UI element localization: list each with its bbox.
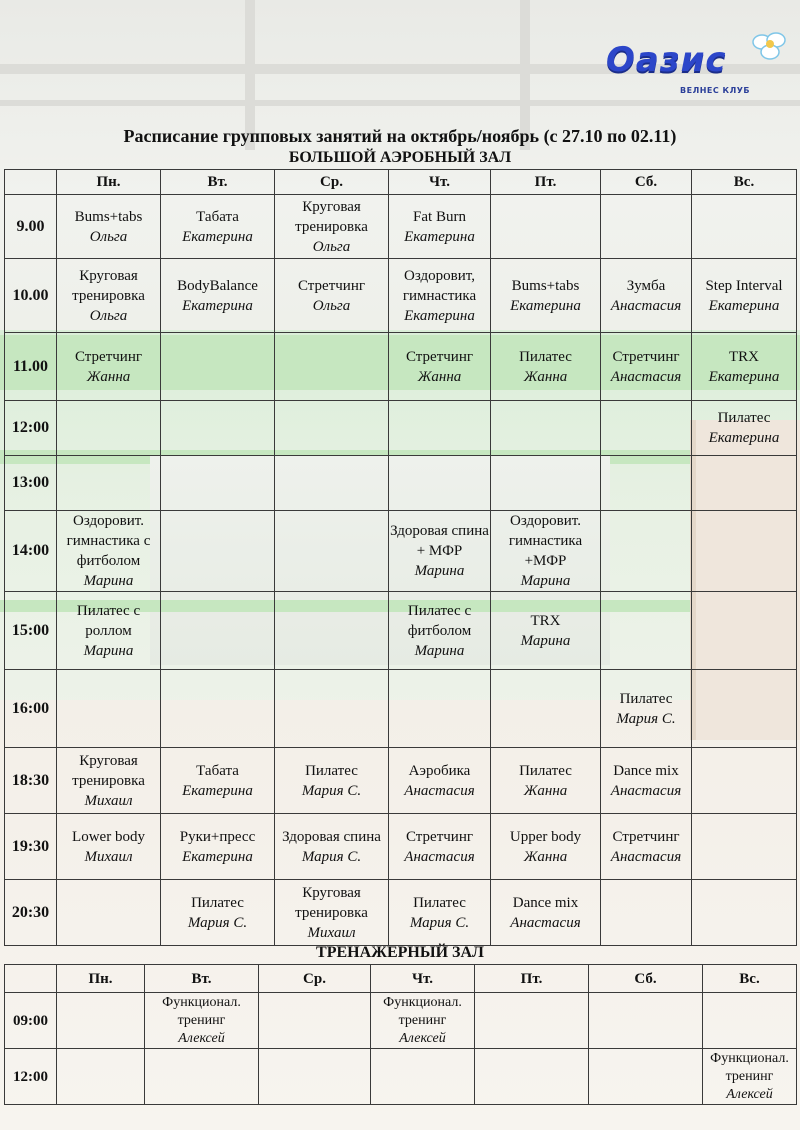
class-cell <box>601 333 692 401</box>
class-name: Зумба <box>626 277 666 294</box>
class-cell <box>601 592 692 670</box>
class-cell <box>601 456 692 511</box>
day-header: Чт. <box>371 965 475 993</box>
time-cell: 13:00 <box>5 456 57 511</box>
trainer-name: Мария С. <box>616 710 676 727</box>
class-cell <box>161 592 275 670</box>
schedule-title: Расписание групповых занятий на октябрь/ноябрь (с 27.10 по 02.11) <box>123 126 677 146</box>
class-cell <box>491 670 601 748</box>
class-cell <box>491 814 601 880</box>
class-name: Круговая тренировка <box>72 752 145 789</box>
time-cell: 9.00 <box>5 195 57 259</box>
class-cell <box>161 748 275 814</box>
trainer-name: Анастасия <box>510 914 581 931</box>
class-name: Пилатес <box>519 348 572 365</box>
class-cell <box>692 670 797 748</box>
day-header: Вс. <box>703 965 797 993</box>
class-cell <box>601 259 692 333</box>
class-cell <box>601 748 692 814</box>
schedule-row <box>5 333 797 401</box>
class-cell <box>491 880 601 946</box>
class-name: Пилатес <box>191 894 244 911</box>
class-name: Круговая тренировка <box>295 198 368 235</box>
class-cell <box>57 333 161 401</box>
class-cell <box>259 993 371 1049</box>
aerobic-header-row <box>5 170 797 195</box>
class-cell <box>692 333 797 401</box>
trainer-name: Марина <box>520 573 571 589</box>
schedule-row <box>5 401 797 456</box>
class-cell <box>692 401 797 456</box>
time-cell: 11.00 <box>5 333 57 401</box>
trainer-name: Мария С. <box>187 914 248 931</box>
day-header: Ср. <box>275 170 389 195</box>
trainer-name: Марина <box>520 632 571 649</box>
class-cell <box>389 670 491 748</box>
trainer-name: Мария С. <box>301 848 362 865</box>
trainer-name: Екатерина <box>182 782 253 799</box>
trainer-name: Ольга <box>89 228 128 245</box>
class-cell <box>161 456 275 511</box>
class-cell <box>275 670 389 748</box>
class-name: Табата <box>196 208 239 225</box>
class-name: Пилатес <box>519 762 572 779</box>
class-cell <box>57 592 161 670</box>
day-header: Пт. <box>491 170 601 195</box>
class-cell <box>57 880 161 946</box>
class-cell <box>703 1049 797 1105</box>
club-logo <box>600 28 790 104</box>
class-name: Dance mix <box>512 894 579 911</box>
class-name: Bums+tabs <box>511 277 580 294</box>
trainer-name: Екатерина <box>708 297 780 314</box>
class-cell <box>145 1049 259 1105</box>
class-cell <box>491 259 601 333</box>
schedule-row <box>5 456 797 511</box>
corner-cell <box>5 170 57 195</box>
class-cell <box>57 993 145 1049</box>
class-name: Стретчинг <box>405 828 473 845</box>
class-cell <box>161 401 275 456</box>
day-header: Чт. <box>389 170 491 195</box>
class-name: Табата <box>196 762 239 779</box>
class-cell <box>601 814 692 880</box>
class-name: TRX <box>729 348 759 365</box>
trainer-name: Екатерина <box>404 228 475 245</box>
trainer-name: Жанна <box>523 368 568 385</box>
class-name: Руки+пресс <box>179 828 256 845</box>
class-cell <box>57 748 161 814</box>
class-cell <box>589 993 703 1049</box>
gym-header-row <box>5 965 797 993</box>
class-name: Аэробика <box>408 762 471 779</box>
time-cell: 18:30 <box>5 748 57 814</box>
trainer-name: Алексей <box>399 1030 446 1046</box>
class-cell <box>703 993 797 1049</box>
class-cell <box>491 456 601 511</box>
class-cell <box>601 401 692 456</box>
class-cell <box>371 1049 475 1105</box>
class-name: Круговая тренировка <box>72 267 145 304</box>
class-name: Круговая тренировка <box>295 884 368 921</box>
trainer-name: Анастасия <box>610 368 682 385</box>
class-name: Функционал. тренинг <box>162 994 241 1028</box>
day-header: Пт. <box>475 965 589 993</box>
time-cell: 12:00 <box>5 401 57 456</box>
class-name: Dance mix <box>613 762 679 779</box>
class-cell <box>145 993 259 1049</box>
class-cell <box>161 259 275 333</box>
day-header: Вс. <box>692 170 797 195</box>
class-name: Стретчинг <box>612 828 680 845</box>
class-cell <box>475 1049 589 1105</box>
class-cell <box>275 333 389 401</box>
class-cell <box>491 401 601 456</box>
class-cell <box>57 511 161 592</box>
class-cell <box>275 456 389 511</box>
schedule-row <box>5 993 797 1049</box>
class-cell <box>57 456 161 511</box>
time-cell: 12:00 <box>5 1049 57 1105</box>
trainer-name: Жанна <box>523 848 568 865</box>
class-cell <box>389 748 491 814</box>
trainer-name: Жанна <box>86 368 131 385</box>
trainer-name: Ольга <box>312 297 351 314</box>
time-cell: 09:00 <box>5 993 57 1049</box>
trainer-name: Жанна <box>417 368 462 385</box>
trainer-name: Екатерина <box>708 430 780 446</box>
class-cell <box>389 259 491 333</box>
schedule-row <box>5 592 797 670</box>
time-cell: 10.00 <box>5 259 57 333</box>
class-cell <box>692 456 797 511</box>
trainer-name: Анастасия <box>610 782 682 799</box>
class-cell <box>389 814 491 880</box>
trainer-name: Анастасия <box>610 848 682 865</box>
class-cell <box>275 814 389 880</box>
aerobic-schedule-table <box>4 169 797 946</box>
class-name: Здоровая спина + МФР <box>390 523 489 559</box>
class-name: Bums+tabs <box>74 208 143 225</box>
time-cell: 20:30 <box>5 880 57 946</box>
trainer-name: Екатерина <box>182 297 253 314</box>
class-cell <box>259 1049 371 1105</box>
class-name: Пилатес с фитболом <box>407 602 472 639</box>
class-cell <box>275 592 389 670</box>
class-cell <box>692 195 797 259</box>
class-name: Step Interval <box>705 277 783 294</box>
class-name: Пилатес <box>619 690 673 707</box>
day-header: Ср. <box>259 965 371 993</box>
class-name: Оздоровит. гимнастика +МФР <box>508 513 583 569</box>
class-cell <box>601 670 692 748</box>
class-cell <box>57 814 161 880</box>
trainer-name: Екатерина <box>708 368 780 385</box>
class-name: TRX <box>530 612 561 629</box>
class-name: Стретчинг <box>74 348 142 365</box>
class-cell <box>161 670 275 748</box>
trainer-name: Анастасия <box>610 297 682 314</box>
class-name: Пилатес с роллом <box>76 602 141 639</box>
class-cell <box>275 401 389 456</box>
trainer-name: Анастасия <box>404 848 475 865</box>
class-name: Оздоровит, гимнастика <box>402 267 477 304</box>
class-cell <box>275 511 389 592</box>
class-name: Fat Burn <box>413 208 466 225</box>
class-name: Стретчинг <box>612 348 680 365</box>
schedule-row <box>5 195 797 259</box>
class-name: Функционал. тренинг <box>710 1050 789 1084</box>
day-header: Пн. <box>57 965 145 993</box>
class-name: Пилатес <box>413 894 466 911</box>
schedule-row <box>5 748 797 814</box>
class-name: Upper body <box>509 828 582 845</box>
class-cell <box>692 511 797 592</box>
class-cell <box>389 592 491 670</box>
class-cell <box>389 880 491 946</box>
time-cell: 19:30 <box>5 814 57 880</box>
class-cell <box>491 748 601 814</box>
class-cell <box>589 1049 703 1105</box>
class-cell <box>692 814 797 880</box>
class-cell <box>161 880 275 946</box>
class-cell <box>601 511 692 592</box>
trainer-name: Мария С. <box>409 914 470 931</box>
trainer-name: Ольга <box>312 238 351 255</box>
class-name: Оздоровит. гимнастика с фитболом <box>66 513 151 569</box>
aerobic-hall-title: БОЛЬШОЙ АЭРОБНЫЙ ЗАЛ <box>288 149 512 166</box>
time-cell: 14:00 <box>5 511 57 592</box>
class-cell <box>491 592 601 670</box>
class-name: Пилатес <box>717 410 771 426</box>
schedule-row <box>5 814 797 880</box>
trainer-name: Мария С. <box>301 782 362 799</box>
time-cell: 15:00 <box>5 592 57 670</box>
class-name: Здоровая спина <box>282 828 381 845</box>
class-cell <box>371 993 475 1049</box>
class-cell <box>161 511 275 592</box>
trainer-name: Михаил <box>84 848 133 865</box>
class-name: Стретчинг <box>405 348 473 365</box>
class-name: Lower body <box>72 828 145 845</box>
class-cell <box>57 670 161 748</box>
class-cell <box>57 401 161 456</box>
class-cell <box>491 195 601 259</box>
class-cell <box>389 511 491 592</box>
gym-hall-title: ТРЕНАЖЕРНЫЙ ЗАЛ <box>316 944 484 961</box>
class-cell <box>57 1049 145 1105</box>
trainer-name: Марина <box>414 563 465 579</box>
class-cell <box>692 592 797 670</box>
trainer-name: Ольга <box>89 307 128 324</box>
day-header: Вт. <box>161 170 275 195</box>
trainer-name: Марина <box>83 642 134 659</box>
class-cell <box>692 880 797 946</box>
class-cell <box>161 333 275 401</box>
trainer-name: Алексей <box>726 1086 773 1102</box>
schedule-row <box>5 1049 797 1105</box>
class-cell <box>692 748 797 814</box>
schedule-row <box>5 880 797 946</box>
schedule-row <box>5 511 797 592</box>
trainer-name: Алексей <box>178 1030 225 1046</box>
trainer-name: Михаил <box>307 924 356 941</box>
class-cell <box>275 880 389 946</box>
trainer-name: Жанна <box>523 782 568 799</box>
corner-cell <box>5 965 57 993</box>
trainer-name: Екатерина <box>404 307 475 324</box>
schedule-row <box>5 259 797 333</box>
class-cell <box>389 333 491 401</box>
class-cell <box>161 814 275 880</box>
logo-wordmark: Оазис <box>606 40 727 80</box>
class-cell <box>601 880 692 946</box>
class-name: Стретчинг <box>297 277 365 294</box>
class-cell <box>275 748 389 814</box>
trainer-name: Марина <box>83 573 134 589</box>
day-header: Вт. <box>145 965 259 993</box>
class-cell <box>275 195 389 259</box>
class-cell <box>475 993 589 1049</box>
flower-icon <box>750 30 790 64</box>
class-cell <box>161 195 275 259</box>
logo-subtitle: ВЕЛНЕС КЛУБ <box>680 86 750 95</box>
class-cell <box>491 511 601 592</box>
trainer-name: Екатерина <box>182 228 253 245</box>
trainer-name: Михаил <box>84 792 133 809</box>
time-cell: 16:00 <box>5 670 57 748</box>
class-cell <box>57 259 161 333</box>
class-cell <box>57 195 161 259</box>
trainer-name: Анастасия <box>404 782 475 799</box>
class-cell <box>389 401 491 456</box>
class-name: Пилатес <box>305 762 358 779</box>
class-name: Функционал. тренинг <box>383 994 462 1028</box>
class-name: BodyBalance <box>177 277 258 294</box>
day-header: Сб. <box>589 965 703 993</box>
day-header: Пн. <box>57 170 161 195</box>
trainer-name: Екатерина <box>182 848 253 865</box>
gym-schedule-table <box>4 964 797 1105</box>
class-cell <box>601 195 692 259</box>
class-cell <box>389 456 491 511</box>
class-cell <box>389 195 491 259</box>
class-cell <box>692 259 797 333</box>
trainer-name: Екатерина <box>510 297 581 314</box>
class-cell <box>275 259 389 333</box>
trainer-name: Марина <box>414 642 465 659</box>
class-cell <box>491 333 601 401</box>
schedule-row <box>5 670 797 748</box>
day-header: Сб. <box>601 170 692 195</box>
